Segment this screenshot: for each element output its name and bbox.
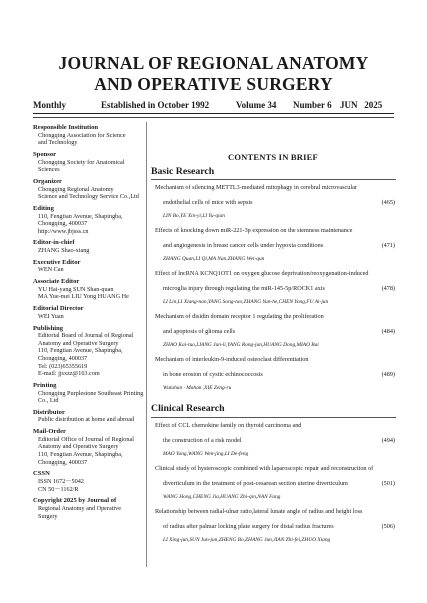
article-title-line1: Effects of knocking down miR-221-3p expression on the stemness maintenance <box>155 227 353 234</box>
masthead-body <box>33 505 155 520</box>
issue-number: Number 6 <box>293 100 332 110</box>
header-rule-thick <box>33 113 394 114</box>
article-entry <box>155 180 395 223</box>
article-page-number: (501) <box>381 480 395 487</box>
masthead-section <box>33 239 155 254</box>
masthead-heading: Copyright 2025 by Journal of <box>33 497 117 505</box>
masthead-heading: Mail-Order <box>33 428 66 436</box>
masthead-line: YU Hai-yang SUN Shan-quan <box>38 285 114 293</box>
issue-established: Established in October 1992 <box>101 100 210 110</box>
masthead-heading: Associate Editor <box>33 278 80 286</box>
masthead-heading: Editing <box>33 204 54 212</box>
article-title-text: of radius after palmar locking plate surgery for distal radius fractures <box>163 523 334 530</box>
masthead-line: E-mail: jjsxzz@163.com <box>38 370 100 378</box>
article-title-text: microglia injury through regulating the miR-145-5p/ROCK1 axis <box>163 285 325 292</box>
column-divider <box>146 122 147 567</box>
article-title-line1: Mechanism of silencing METTL3-mediated mitophagy in cerebral microvascular <box>155 184 357 191</box>
masthead-line: Public distribution at home and abroad <box>38 416 135 424</box>
masthead-section <box>33 205 155 235</box>
masthead-section <box>33 178 155 201</box>
masthead-line: Chongqing, 400037 <box>38 458 88 466</box>
masthead-body <box>33 247 155 255</box>
article-page-number: (478) <box>381 285 395 292</box>
masthead-heading: Publishing <box>33 324 64 332</box>
masthead-body <box>33 390 155 405</box>
article-title-text: endothelial cells of mice with sepsis <box>163 199 253 206</box>
masthead-heading: Sponsor <box>33 150 57 158</box>
masthead-line: Tel: (023)65355619 <box>38 362 88 370</box>
article-title-text: in bone erosion of cystic echinococcosis <box>163 371 263 378</box>
issue-frequency: Monthly <box>33 100 67 110</box>
article-entry <box>155 309 395 352</box>
masthead-line: and Technology <box>38 139 78 147</box>
masthead-line: ZHANG Shao-xiang <box>38 247 90 255</box>
article-title-line1: Mechanism of interleukin-9-induced osteoclast differentiation <box>155 356 309 363</box>
article-title-line2 <box>155 281 395 296</box>
masthead-body <box>33 213 155 236</box>
article-authors: ZHAO Kai-tuo,LIANG Jun-li,YANG Rong-jun,HUANG Dong,MIAO Bai <box>163 342 319 348</box>
article-authors: LI Lin,LI Xiang-nan,YANG Song-tao,ZHANG Yun-he,CHEN Yong,FU Ai-jun <box>163 299 329 305</box>
masthead-line: Chongqing Association for Science <box>38 131 126 139</box>
masthead-line: Chongqing Regional Anatomy <box>38 185 114 193</box>
article-title-line2 <box>155 238 395 253</box>
article-title-text: and angiogenesis in breast cancer cells under hypoxia conditions <box>163 242 324 249</box>
masthead-line: Regional Anatomy and Operative <box>38 504 121 512</box>
article-entry <box>155 223 395 266</box>
masthead-heading: Organizer <box>33 177 62 185</box>
masthead-body <box>33 332 155 378</box>
masthead-line: CN 50－1162/R <box>38 485 79 493</box>
masthead-line: 110, Fengtian Avenue, Shapingba, <box>38 347 123 355</box>
masthead-heading: Executive Editor <box>33 258 81 266</box>
masthead-line: Chongqing, 400037 <box>38 220 88 228</box>
article-title-text: and apoptosis of glioma cells <box>163 328 236 335</box>
article-page-number: (494) <box>381 437 395 444</box>
article-authors: ZHANG Quan,LI Qi,MA Nan,ZHANG Wei-qun <box>163 256 265 262</box>
contents-heading: CONTENTS IN BRIEF <box>228 152 318 162</box>
article-page-number: (471) <box>381 242 395 249</box>
masthead-section <box>33 428 155 466</box>
section-title-clinical-research: Clinical Research <box>151 403 225 414</box>
article-title-line2 <box>155 519 395 534</box>
masthead-body <box>33 159 155 174</box>
article-list-basic-research <box>155 180 395 395</box>
masthead-body <box>33 313 155 321</box>
article-title-line1: Clinical study of hysteroscopic combined with laparoscopic repair and reconstruction of <box>155 465 374 472</box>
article-title-line1: Effect of CCL chemokine family on thyroid carcinoma and <box>155 422 302 429</box>
masthead-line: Anatomy and Operative Surgery <box>38 443 119 451</box>
section-title-basic-research: Basic Research <box>151 166 215 177</box>
article-title-text: the construction of a risk model <box>163 437 242 444</box>
masthead-heading: Distributor <box>33 408 65 416</box>
masthead-body <box>33 186 155 201</box>
masthead-body <box>33 436 155 466</box>
masthead-section <box>33 409 155 424</box>
article-authors: LIN Bo,YE Xin-yi,LI Yu-qian <box>163 213 225 219</box>
journal-title-line1: JOURNAL OF REGIONAL ANATOMY <box>58 53 369 73</box>
header-rule-thin <box>33 117 394 118</box>
masthead-heading: Printing <box>33 381 57 389</box>
masthead-line: 110, Fengtian Avenue, Shapingba, <box>38 451 123 459</box>
masthead-section <box>33 151 155 174</box>
masthead-body <box>33 416 155 424</box>
article-title-line1: Relationship between radial-ulnar ratio,lateral lunate angle of radius and height loss <box>155 508 363 515</box>
article-entry <box>155 461 395 504</box>
masthead-section <box>33 382 155 405</box>
masthead-section <box>33 470 155 493</box>
article-authors: LI Xing-jun,SUN Jun-jun,ZHENG Bo,ZHANG Jun,JIAN Zhi-fei,ZHUO Xiang <box>163 537 331 543</box>
masthead-line: ISSN 1672－5042 <box>38 478 84 485</box>
issue-volume: Volume 34 <box>236 100 277 110</box>
article-authors: WANG Hong,CHENG Jia,HUANG Zhi-qin,NAN Fang <box>163 494 281 500</box>
masthead-sidebar <box>33 124 155 524</box>
masthead-section <box>33 305 155 320</box>
masthead-line: http://www.jbjsss.cn <box>38 227 89 235</box>
article-page-number: (489) <box>381 371 395 378</box>
article-page-number: (484) <box>381 328 395 335</box>
masthead-heading: Responsible Institution <box>33 124 99 131</box>
masthead-section <box>33 325 155 378</box>
issue-date: JUN 2025 <box>340 100 383 110</box>
masthead-body <box>33 478 155 493</box>
masthead-section <box>33 259 155 274</box>
article-title-line1: Mechanism of disidin domain receptor 1 regulating the proliferation <box>155 313 324 320</box>
article-title-line1: Effect of lncRNA KCNQ1OT1 on oxygen glucose deprivation/reoxygenation-induced <box>155 270 369 277</box>
masthead-line: Chongqing Society for Anatomical <box>38 158 125 166</box>
masthead-body <box>33 132 155 147</box>
article-title-line2 <box>155 195 395 210</box>
masthead-line: Chongqing, 400037 <box>38 354 88 362</box>
article-title-text: diverticulum in the treatment of post-cesarean section uterine diverticulum <box>163 480 348 487</box>
masthead-body <box>33 286 155 301</box>
masthead-line: Sciences <box>38 166 60 174</box>
article-title-line2 <box>155 476 395 491</box>
article-title-line2 <box>155 433 395 448</box>
masthead-line: Anatomy and Operative Surgery <box>38 339 119 347</box>
masthead-line: WEI Yuan <box>38 312 64 320</box>
article-entry <box>155 504 395 547</box>
masthead-heading: Editor-in-chief <box>33 239 75 247</box>
masthead-line: Editorial Office of Journal of Regional <box>38 435 134 443</box>
article-authors: Wulahan · Mahan ,XIE Zeng-ru <box>163 385 232 391</box>
journal-title-line2: AND OPERATIVE SURGERY <box>94 74 333 94</box>
masthead-line: MA Yue-mei LIU Yong HUANG He <box>38 293 129 301</box>
article-authors: MAO Yang,WANG Wen-jing,LI De-feng <box>163 451 249 457</box>
article-page-number: (465) <box>381 199 395 206</box>
masthead-section <box>33 278 155 301</box>
article-title-line2 <box>155 367 395 382</box>
article-entry <box>155 352 395 395</box>
masthead-line: Editorial Board of Journal of Regional <box>38 332 134 340</box>
masthead-line: Surgery <box>38 512 58 520</box>
masthead-line: Science and Technology Service Co.,Ltd <box>38 193 139 201</box>
masthead-section <box>33 124 155 147</box>
masthead-line: Co., Ltd <box>38 397 59 405</box>
masthead-line: 110, Fengtian Avenue, Shapingba, <box>38 212 123 220</box>
masthead-heading: Editorial Director <box>33 305 84 313</box>
article-entry <box>155 266 395 309</box>
article-title-line2 <box>155 324 395 339</box>
masthead-heading: CSSN <box>33 470 50 478</box>
article-page-number: (506) <box>381 523 395 530</box>
masthead-line: Chongqing Purplestone Southeast Printing <box>38 389 144 397</box>
article-list-clinical-research <box>155 418 395 547</box>
masthead-line: WEN Can <box>38 266 64 274</box>
article-entry <box>155 418 395 461</box>
masthead-body <box>33 266 155 274</box>
masthead-section <box>33 497 155 520</box>
